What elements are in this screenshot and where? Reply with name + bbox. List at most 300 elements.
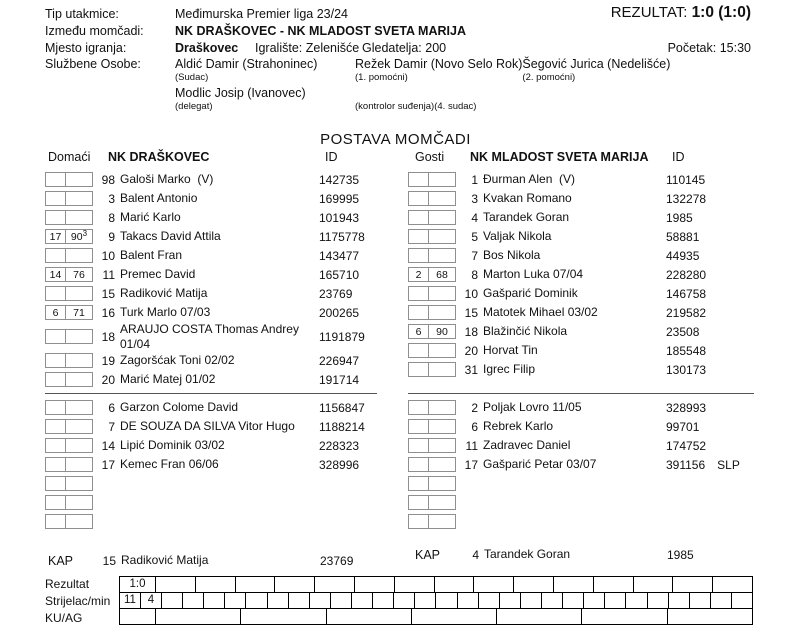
player-row [45,398,385,417]
sub-minute-box [428,172,456,187]
player-row [408,455,768,474]
sub-shirt-box [45,419,66,434]
shirt-number: 20 [101,372,115,387]
result-label: REZULTAT: [610,4,688,21]
sub-minute-box [65,172,93,187]
attendance-value: 200 [425,41,447,55]
officials-row-2 [175,86,476,112]
player-name: Rebrek Karlo [483,419,554,434]
grid-cell [351,592,373,609]
player-id: 1191879 [319,329,365,344]
away-side-label: Gosti [415,150,445,164]
grid-cell [553,576,594,593]
player-row [45,351,385,370]
captain-name: Radiković Matija [121,553,209,568]
sub-shirt-box [408,229,429,244]
grid-cell [330,592,352,609]
player-name: Matotek Mihael 03/02 [483,305,598,320]
player-id: 1156847 [319,400,365,415]
sub-shirt-box: 6 [45,305,66,320]
empty-player-row [408,474,768,493]
shirt-number: 10 [464,286,478,301]
sub-minute-box [428,248,456,263]
player-name: ARAUJO COSTA Thomas Andrey 01/04 [120,322,299,351]
player-id: 219582 [666,305,707,320]
sub-minute-box [65,438,93,453]
player-row [45,455,385,474]
sub-shirt-box [408,419,429,434]
grid-cell [668,592,690,609]
player-row [408,189,768,208]
player-id: 143477 [319,248,360,263]
player-name: Premec David [120,267,196,282]
venue-field [255,41,359,55]
sub-minute-box [428,191,456,206]
sub-shirt-box [45,329,66,344]
sub-minute-box [65,457,93,472]
captain-label: KAP [48,553,74,568]
sub-shirt-box [408,476,429,491]
summary-grid [119,576,753,627]
sub-minute-box [65,353,93,368]
sub-minute-box [65,229,93,244]
player-row [45,170,385,189]
scorer-number-cell: 11 [119,592,141,609]
official-role: (kontrolor suđenja) [355,101,435,112]
player-id: 58881 [666,229,700,244]
away-id-column-header: ID [672,150,685,164]
shirt-number: 14 [101,438,115,453]
player-id: 142735 [319,172,360,187]
venue-city: Draškovec [175,41,239,55]
attendance-label: Gledatelja: [362,41,422,55]
grid-cell [731,592,753,609]
home-substitutes [45,398,385,474]
sub-minute-box [428,210,456,225]
player-name: Radiković Matija [120,286,208,301]
sub-shirt-box: 17 [45,229,66,244]
sub-minute: 76 [73,268,85,281]
captain-id: 1985 [667,547,694,562]
sub-shirt-box [45,400,66,415]
shirt-number: 11 [465,438,478,453]
grid-cell [155,608,241,625]
player-row [45,227,385,246]
official-role: (Sudac) [175,72,209,83]
match-type-value: Međimurska Premier liga 23/24 [175,7,348,21]
sub-minute: 71 [73,306,85,319]
player-name: DE SOUZA DA SILVA Vitor Hugo [120,419,295,434]
player-id: 228280 [666,267,707,282]
sub-shirt-box [408,362,429,377]
attendance [362,41,446,55]
player-id: 130173 [666,362,707,377]
sub-minute: 68 [436,268,448,281]
sub-shirt-box [408,248,429,263]
sub-shirt-box [45,514,66,529]
official-name: Modlic Josip (Ivanovec) [175,86,306,100]
captain-label: KAP [415,547,441,562]
empty-player-row [45,474,385,493]
shirt-number: 17 [464,457,478,472]
player-row [45,246,385,265]
sub-minute-box [428,514,456,529]
shirt-number: 7 [471,248,478,263]
grid-cell [434,576,475,593]
shirt-number: 2 [471,400,478,415]
sub-minute-box [428,267,456,282]
shirt-number: 20 [464,343,478,358]
player-note: SLP [717,457,740,472]
grid-cell [710,592,732,609]
summary-table [45,576,753,627]
shirt-number: 18 [101,329,115,344]
grid-cell [414,592,436,609]
player-id: 226947 [319,353,360,368]
shirt-number: 15 [101,286,115,301]
sub-minute-box [428,343,456,358]
sub-minute-box [428,457,456,472]
grid-cell [393,592,415,609]
grid-cell [667,608,753,625]
grid-cell [224,592,246,609]
sub-shirt-box: 14 [45,267,66,282]
grid-cell [478,592,500,609]
player-name: Marić Matej 01/02 [120,372,216,387]
sub-shirt-box [45,248,66,263]
kuag-row [119,608,753,625]
player-row [408,341,768,360]
grid-cell [267,592,289,609]
player-name: Igrec Filip [483,362,536,377]
sub-minute-box [65,514,93,529]
player-row [45,284,385,303]
sub-shirt-box [45,210,66,225]
sub-shirt-box [408,172,429,187]
player-name: Balent Antonio [120,191,198,206]
result-line [611,4,751,22]
grid-cell [161,592,183,609]
player-name: Galoši Marko (V) [120,172,214,187]
sub-shirt-box [408,191,429,206]
player-name: Garzon Colome David [120,400,239,415]
grid-cell [672,576,713,593]
official-name [434,86,476,101]
grid-cell [520,592,542,609]
player-name: Turk Marlo 07/03 [120,305,211,320]
grid-cell [235,576,276,593]
empty-player-row [45,512,385,531]
grid-cell [593,576,634,593]
grid-cell [203,592,225,609]
grid-cell [155,576,196,593]
home-side-label: Domaći [48,150,91,164]
grid-cell [245,592,267,609]
grid-cell [288,592,310,609]
home-team-name: NK DRAŠKOVEC [108,150,210,164]
player-id: 174752 [666,438,707,453]
player-id: 23769 [319,286,353,301]
shirt-number: 8 [108,210,115,225]
empty-player-row [45,493,385,512]
grid-cell [562,592,584,609]
sub-shirt-box [408,210,429,225]
player-row [408,246,768,265]
sub-shirt-box [408,286,429,301]
player-id: 99701 [666,419,700,434]
player-name: Takacs David Attila [120,229,221,244]
away-column-header [408,150,768,170]
official [355,86,434,112]
sub-shirt-box [45,353,66,368]
sub-shirt-box [408,457,429,472]
shirt-number: 5 [471,229,478,244]
player-id: 169995 [319,191,360,206]
player-row [408,208,768,227]
player-row [408,322,768,341]
official-name: Aldić Damir (Strahoninec) [175,57,318,71]
grid-cell [712,576,753,593]
player-name: Đurman Alen (V) [483,172,576,187]
shirt-number: 18 [464,324,478,339]
player-id: 391156 [666,457,706,472]
player-id: 1985 [666,210,693,225]
officials-row-1 [175,57,670,83]
shirt-number: 11 [102,267,115,282]
shirt-number: 16 [101,305,115,320]
player-name: Lipić Dominik 03/02 [120,438,225,453]
player-name: Poljak Lovro 11/05 [483,400,582,415]
official [175,57,355,83]
player-name: Tarandek Goran [483,210,570,225]
shirt-number: 10 [101,248,115,263]
official-name: Režek Damir (Novo Selo Rok) [355,57,523,71]
kickoff-time [668,41,751,55]
sub-shirt-box [45,286,66,301]
match-type-label: Tip utakmice: [45,7,119,21]
player-id: 110145 [666,172,706,187]
scorer-row-label: Strijelac/min [45,594,111,608]
sub-minute-box [428,419,456,434]
player-name: Horvat Tin [483,343,538,358]
lineup-title: POSTAVA MOMČADI [320,131,471,148]
official-role: (delegat) [175,101,213,112]
result-value: 1:0 (1:0) [691,4,751,21]
sub-minute-box [428,400,456,415]
sub-minute-box [428,286,456,301]
player-row [408,265,768,284]
sub-minute-box [65,495,93,510]
home-column-header [45,150,385,170]
grid-cell [309,592,331,609]
starters-subs-divider [45,393,377,394]
home-id-column-header: ID [325,150,338,164]
official-role: (4. sudac) [434,101,477,112]
shirt-number: 15 [464,305,478,320]
grid-cell [633,576,674,593]
away-team-name: NK MLADOST SVETA MARIJA [470,150,649,164]
grid-cell [314,576,355,593]
captain-name: Tarandek Goran [484,547,571,562]
venue-label: Mjesto igranja: [45,41,127,55]
player-row [408,284,768,303]
player-row [45,265,385,284]
shirt-number: 3 [108,191,115,206]
sub-minute-box [65,400,93,415]
empty-player-row [408,512,768,531]
home-starters [45,170,385,389]
official [522,57,670,83]
away-team-column [408,150,768,564]
player-row [408,436,768,455]
grid-cell [583,592,605,609]
sub-minute-box [65,419,93,434]
result-cell: 1:0 [119,576,156,593]
official-role: (1. pomoćni) [355,72,408,83]
kuag-row-label: KU/AG [45,611,83,625]
player-id: 1188214 [319,419,365,434]
sub-shirt-box [408,514,429,529]
sub-minute-box [428,305,456,320]
grid-cell [394,576,435,593]
grid-cell [435,592,457,609]
sub-shirt-box [45,476,66,491]
official-name [355,86,434,101]
shirt-number: 8 [471,267,478,282]
grid-cell [372,592,394,609]
grid-cell [411,608,497,625]
player-name: Kvakan Romano [483,191,572,206]
grid-cell [647,592,669,609]
sub-minute-box [65,476,93,491]
sub-shirt-box [408,343,429,358]
grid-cell [499,592,521,609]
shirt-number: 17 [101,457,115,472]
player-id: 200265 [319,305,360,320]
grid-cell [625,592,647,609]
grid-cell [457,592,479,609]
player-id: 185548 [666,343,707,358]
officials-label: Službene Osobe: [45,57,141,71]
scorer-row [119,592,753,609]
sub-minute-box [65,372,93,387]
grid-cell [689,592,711,609]
sub-shirt-box [45,438,66,453]
sub-shirt-box [45,372,66,387]
field-value: Zelenišće [305,41,360,55]
grid-cell [182,592,204,609]
player-id: 165710 [319,267,360,282]
grid-cell [473,576,514,593]
shirt-number: 9 [108,229,115,244]
sub-shirt-box [45,457,66,472]
shirt-number: 3 [471,191,478,206]
player-id: 328996 [319,457,360,472]
player-name: Blažinčić Nikola [483,324,568,339]
captain-id: 23769 [320,553,354,568]
official [355,57,522,83]
sub-minute: 90 [436,325,448,338]
player-id: 23508 [666,324,700,339]
player-name: Gašparić Petar 03/07 [483,457,597,472]
captain-number: 15 [102,553,116,568]
player-row [45,303,385,322]
away-substitutes [408,398,768,474]
result-row-label: Rezultat [45,577,90,591]
player-row [408,417,768,436]
player-row [408,398,768,417]
sub-minute-box [428,324,456,339]
official [175,86,355,112]
player-name: Zagoršćak Toni 02/02 [120,353,235,368]
official [434,86,476,112]
player-row [45,322,385,351]
sub-shirt-box [408,438,429,453]
teams-value: NK DRAŠKOVEC - NK MLADOST SVETA MARIJA [175,24,466,38]
player-row [408,360,768,379]
home-captain-row [45,551,385,570]
player-id: 132278 [666,191,707,206]
captain-number: 4 [472,547,479,562]
grid-cell [581,608,667,625]
home-team-column [45,150,385,570]
player-row [408,170,768,189]
player-id: 228323 [319,438,360,453]
sub-shirt-box [408,400,429,415]
grid-cell [496,608,582,625]
sub-minute-box [428,362,456,377]
sub-minute-box [428,438,456,453]
player-row [408,227,768,246]
sub-minute-box [428,229,456,244]
player-id: 44935 [666,248,700,263]
away-starters [408,170,768,379]
player-name: Gašparić Dominik [483,286,578,301]
grid-cell [119,608,156,625]
sub-minute-box [65,191,93,206]
sub-shirt-box: 6 [408,324,429,339]
result-row [119,576,753,593]
player-id: 146758 [666,286,707,301]
sub-minute-box [65,305,93,320]
shirt-number: 98 [101,172,115,187]
kickoff-label: Početak: [667,41,717,55]
sub-minute-box [65,267,93,282]
sub-shirt-box [408,495,429,510]
sub-shirt-box [45,191,66,206]
official-role: (2. pomoćni) [522,72,576,83]
shirt-number: 19 [101,353,115,368]
sub-shirt-box: 2 [408,267,429,282]
player-row [45,417,385,436]
player-id: 101943 [319,210,360,225]
sub-minute-extra: 3 [82,228,88,238]
sub-shirt-box [408,305,429,320]
grid-cell [195,576,236,593]
grid-cell [604,592,626,609]
shirt-number: 6 [108,400,115,415]
sub-shirt-box [45,495,66,510]
shirt-number: 6 [471,419,478,434]
grid-cell [354,576,395,593]
shirt-number: 31 [464,362,478,377]
player-row [45,208,385,227]
sub-minute: 90 [70,230,83,243]
official-name: Šegović Jurica (Nedelišće) [522,57,671,71]
player-id: 328993 [666,400,707,415]
player-name: Balent Fran [120,248,183,263]
player-name: Kemec Fran 06/06 [120,457,219,472]
